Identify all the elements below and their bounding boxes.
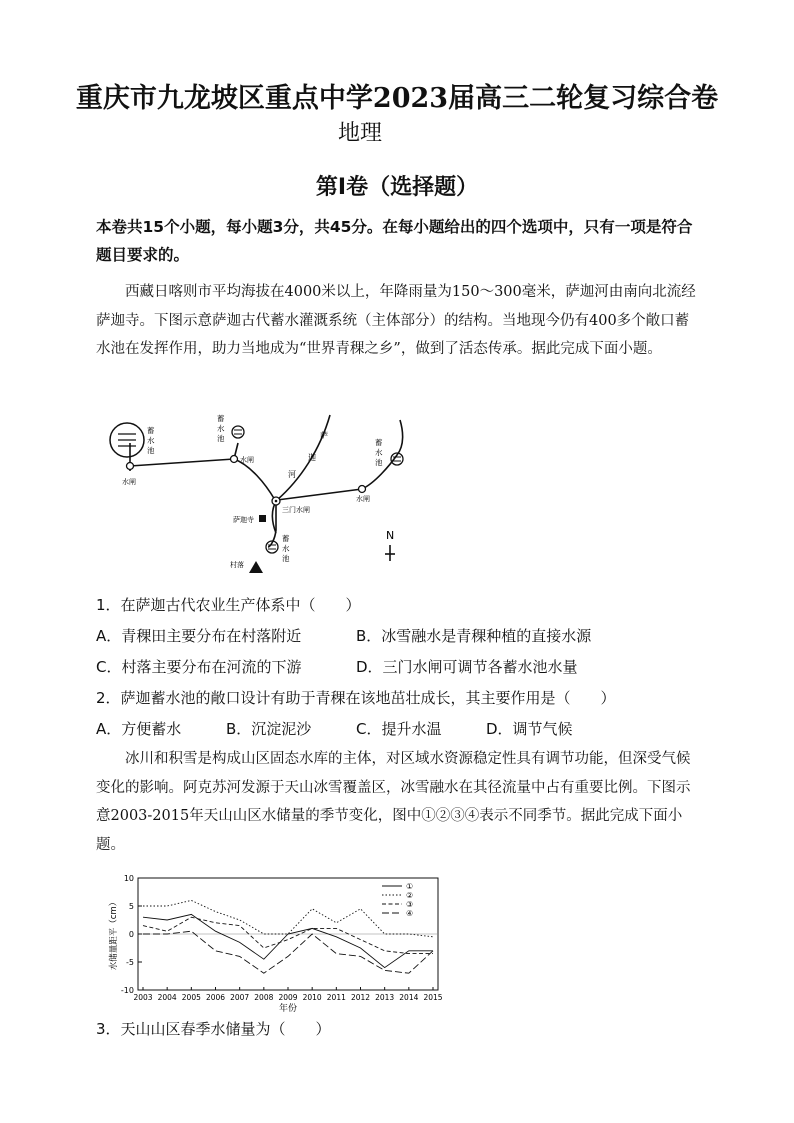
series-line-1: [143, 914, 433, 967]
svg-text:池: 池: [217, 434, 225, 443]
y-tick-label: -10: [120, 986, 134, 995]
gate-east: [359, 486, 366, 493]
q1-stem: 1．在萨迦古代农业生产体系中（ ）: [96, 596, 361, 614]
q2-option-a[interactable]: A．方便蓄水: [96, 720, 182, 738]
subject-label: 地理: [338, 121, 383, 146]
y-tick-label: 10: [123, 874, 134, 883]
svg-text:水: 水: [282, 544, 290, 553]
y-tick-label: 0: [128, 930, 134, 939]
passage-2: 冰川和积雪是构成山区固态水库的主体，对区域水资源稳定性具有调节功能，但深受气候变化的影响。阿克苏河发源于天山冰雪覆盖区，冰雪融水在其径流量中占有重要比例。下图示意2003-2015年天山山区水储量的季节变化，图中①②③④表示不同季节。据此完成下面小题。: [96, 751, 691, 853]
three-gate-label: 三门水闸: [282, 506, 310, 514]
x-tick-label: 2012: [350, 993, 371, 1002]
irrigation-diagram: [100, 405, 430, 580]
svg-text:N: N: [386, 529, 395, 542]
x-tick-label: 2003: [133, 993, 153, 1002]
q2-option-c[interactable]: C．提升水温: [356, 720, 442, 738]
section-heading: 第Ⅰ卷（选择题）: [315, 175, 479, 200]
x-tick-label: 2005: [181, 993, 201, 1002]
q1-option-c[interactable]: C．村落主要分布在河流的下游: [96, 658, 302, 676]
east-canal: [277, 420, 403, 500]
x-tick-label: 2014: [399, 993, 419, 1002]
reservoir-label-west: 蓄: [147, 426, 155, 435]
svg-text:水: 水: [375, 448, 383, 457]
west-canal: [130, 459, 234, 466]
village-marker: [249, 561, 263, 573]
q3-stem: 3．天山山区春季水储量为（ ）: [96, 1020, 331, 1038]
water-storage-chart: [100, 872, 445, 1012]
x-tick-label: 2010: [302, 993, 322, 1002]
series-line-3: [143, 917, 433, 953]
passage-1: 西藏日喀则市平均海拔在4000米以上，年降雨量为150～300毫米，萨迦河由南向北流经萨迦寺。下图示意萨迦古代蓄水灌溉系统（主体部分）的结构。当地现今仍有400多个敞口蓄水池在发挥作用，助力当地成为“世界青稞之乡”，做到了活态传承。据此完成下面小题。: [96, 284, 696, 357]
q1-option-d[interactable]: D．三门水闸可调节各蓄水池水量: [356, 658, 578, 676]
x-tick-label: 2015: [423, 993, 443, 1002]
q2-stem: 2．萨迦蓄水池的敞口设计有助于青稞在该地茁壮成长，其主要作用是（ ）: [96, 689, 616, 707]
paper-title: 重庆市九龙坡区重点中学2023届高三二轮复习综合卷: [75, 83, 719, 114]
north-arrow: [385, 529, 395, 561]
west-canal-2: [234, 459, 275, 500]
legend-label-2: ②: [406, 891, 414, 900]
x-tick-label: 2004: [157, 993, 177, 1002]
legend-label-4: ④: [406, 909, 414, 918]
series-line-4: [143, 931, 433, 973]
y-tick-label: 5: [128, 902, 134, 911]
river-label-2: 迦: [308, 453, 316, 462]
x-tick-label: 2013: [375, 993, 395, 1002]
gate-label-east: 水闸: [356, 495, 370, 503]
svg-text:池: 池: [282, 554, 290, 563]
x-tick-label: 2006: [205, 993, 226, 1002]
village-label: 村落: [230, 561, 244, 569]
legend-label-1: ①: [406, 882, 414, 891]
x-tick-label: 2007: [230, 993, 250, 1002]
svg-text:池: 池: [375, 458, 383, 467]
gate-label-west: 水闸: [122, 478, 136, 486]
instructions: 本卷共15个小题，每小题3分，共45分。在每小题给出的四个选项中，只有一项是符合题目要求的。: [96, 218, 693, 264]
svg-text:蓄: 蓄: [375, 438, 383, 447]
y-tick-label: -5: [126, 958, 134, 967]
svg-text:水: 水: [217, 424, 225, 433]
q2-option-d[interactable]: D．调节气候: [486, 720, 573, 738]
q1-option-a[interactable]: A．青稞田主要分布在村落附近: [96, 627, 302, 645]
svg-text:蓄: 蓄: [282, 534, 290, 543]
temple-label: 萨迦寺: [233, 516, 254, 524]
legend-label-3: ③: [406, 900, 414, 909]
gate-west: [127, 463, 134, 470]
gate-north: [231, 456, 238, 463]
river-label-3: 河: [288, 470, 296, 479]
x-tick-label: 2008: [254, 993, 274, 1002]
svg-text:水: 水: [147, 436, 155, 445]
svg-text:蓄: 蓄: [217, 414, 225, 423]
gate-label-north: 水闸: [240, 456, 254, 464]
svg-text:池: 池: [147, 446, 155, 455]
x-tick-label: 2011: [326, 993, 346, 1002]
chart-xlabel: 年份: [278, 1004, 298, 1012]
x-tick-label: 2009: [278, 993, 298, 1002]
chart-ylabel: 水储量距平（cm）: [109, 897, 119, 971]
temple-marker: [259, 515, 266, 522]
q2-option-b[interactable]: B．沉淀泥沙: [226, 720, 312, 738]
river-label-1: 萨: [320, 431, 328, 440]
reservoir-north: [232, 426, 244, 438]
q1-option-b[interactable]: B．冰雪融水是青稞种植的直接水源: [356, 627, 592, 645]
